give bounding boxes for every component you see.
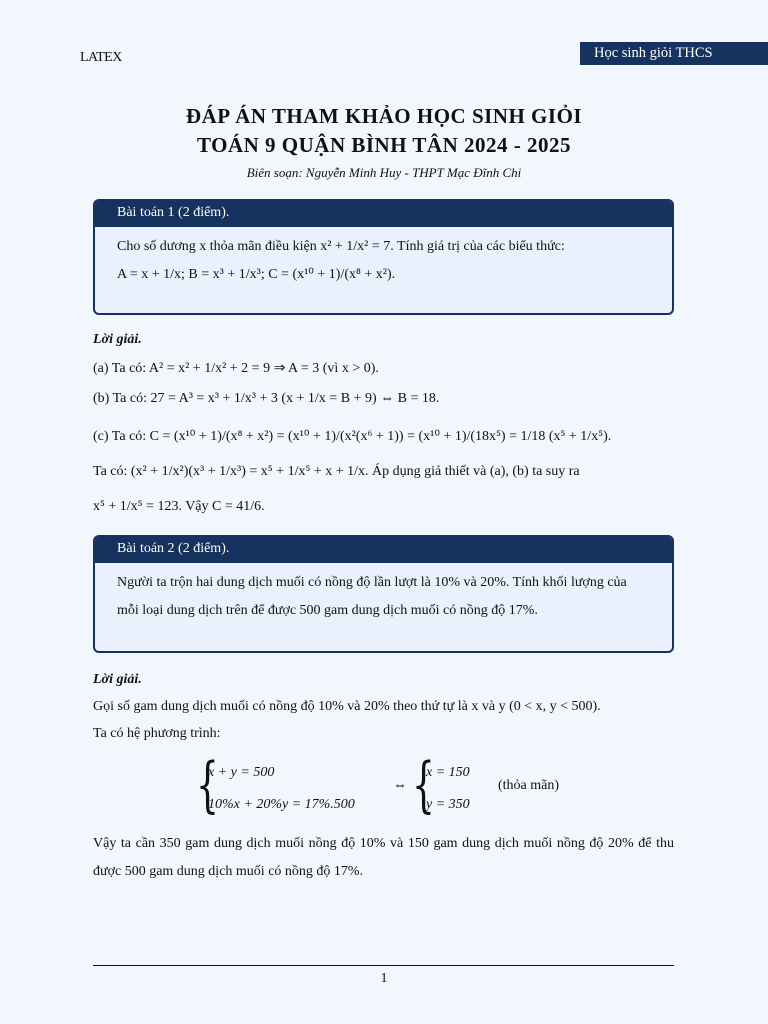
problem-1-text-a: Cho số dương x thỏa mãn điều kiện x² + 1/x² = 7. Tính giá trị của các biểu thức: bbox=[117, 239, 565, 254]
system-eq1: x + y = 500 bbox=[208, 765, 275, 780]
problem-2-text: Người ta trộn hai dung dịch muối có nồng độ lần lượt là 10% và 20%. Tính khối lượng của mỗi loại dung dịch trên để được 500 gam dung dịch muối có nồng độ 17%. bbox=[117, 575, 627, 618]
solution-2-label: Lời giải. bbox=[93, 672, 142, 687]
solution-1-label: Lời giải. bbox=[93, 332, 142, 347]
system-res2: y = 350 bbox=[426, 797, 470, 812]
right-system-brace: { bbox=[412, 750, 435, 820]
solution-1-b: (b) Ta có: 27 = A³ = x³ + 1/x³ + 3 (x + 1/x = B + 9) ⇔ B = 18. bbox=[93, 391, 440, 406]
left-brace: { bbox=[196, 750, 219, 820]
footer-rule bbox=[93, 965, 674, 966]
solution-1-a: (a) Ta có: A² = x² + 1/x² + 2 = 9 ⇒ A = 3 (vì x > 0). bbox=[93, 361, 379, 376]
system-res1: x = 150 bbox=[426, 765, 470, 780]
page-number: 1 bbox=[380, 971, 388, 986]
author-line: Biên soạn: Nguyễn Minh Huy - THPT Mạc Đĩnh Chi bbox=[246, 165, 522, 180]
problem-2-box bbox=[93, 535, 674, 653]
system-note: (thỏa mãn) bbox=[498, 778, 560, 793]
latex-logo: LATEX bbox=[80, 50, 122, 65]
solution-2-conclusion: Vậy ta cần 350 gam dung dịch muối nồng độ 10% và 150 gam dung dịch muối nồng độ 20% để thu được 500 gam dung dịch muối có nồng độ 17%. bbox=[93, 836, 674, 879]
solution-2-intro2: Ta có hệ phương trình: bbox=[93, 726, 221, 741]
problem-2-heading: Bài toán 2 (2 điểm). bbox=[95, 537, 672, 563]
iff-symbol: ⇔ bbox=[393, 778, 407, 793]
system-left bbox=[196, 750, 386, 825]
solution-1-d: Ta có: (x² + 1/x²)(x³ + 1/x³) = x⁵ + 1/x⁵ + x + 1/x. Áp dụng giả thiết và (a), (b) ta suy ra bbox=[93, 464, 580, 479]
page-title-line1: ĐÁP ÁN THAM KHẢO HỌC SINH GIỎI bbox=[185, 104, 583, 128]
problem-1-box bbox=[93, 199, 674, 315]
solution-1-e: x⁵ + 1/x⁵ = 123. Vậy C = 41/6. bbox=[93, 499, 265, 514]
problem-1-text-b: A = x + 1/x; B = x³ + 1/x³; C = (x¹⁰ + 1)/(x⁸ + x²). bbox=[117, 267, 396, 282]
solution-1-c: (c) Ta có: C = (x¹⁰ + 1)/(x⁸ + x²) = (x¹⁰ + 1)/(x²(x⁶ + 1)) = (x¹⁰ + 1)/(18x⁵) = 1/18 (x⁵ + 1/x⁵). bbox=[93, 429, 612, 444]
system-right bbox=[412, 750, 502, 825]
page-title-line2: TOÁN 9 QUẬN BÌNH TÂN 2024 - 2025 bbox=[196, 133, 571, 157]
solution-2-intro1: Gọi số gam dung dịch muối có nồng độ 10% và 20% theo thứ tự là x và y (0 < x, y < 500). bbox=[93, 699, 601, 714]
category-tag: Học sinh giỏi THCS bbox=[580, 42, 768, 65]
problem-1-heading: Bài toán 1 (2 điểm). bbox=[95, 201, 672, 227]
system-eq2: 10%x + 20%y = 17%.500 bbox=[208, 797, 355, 812]
